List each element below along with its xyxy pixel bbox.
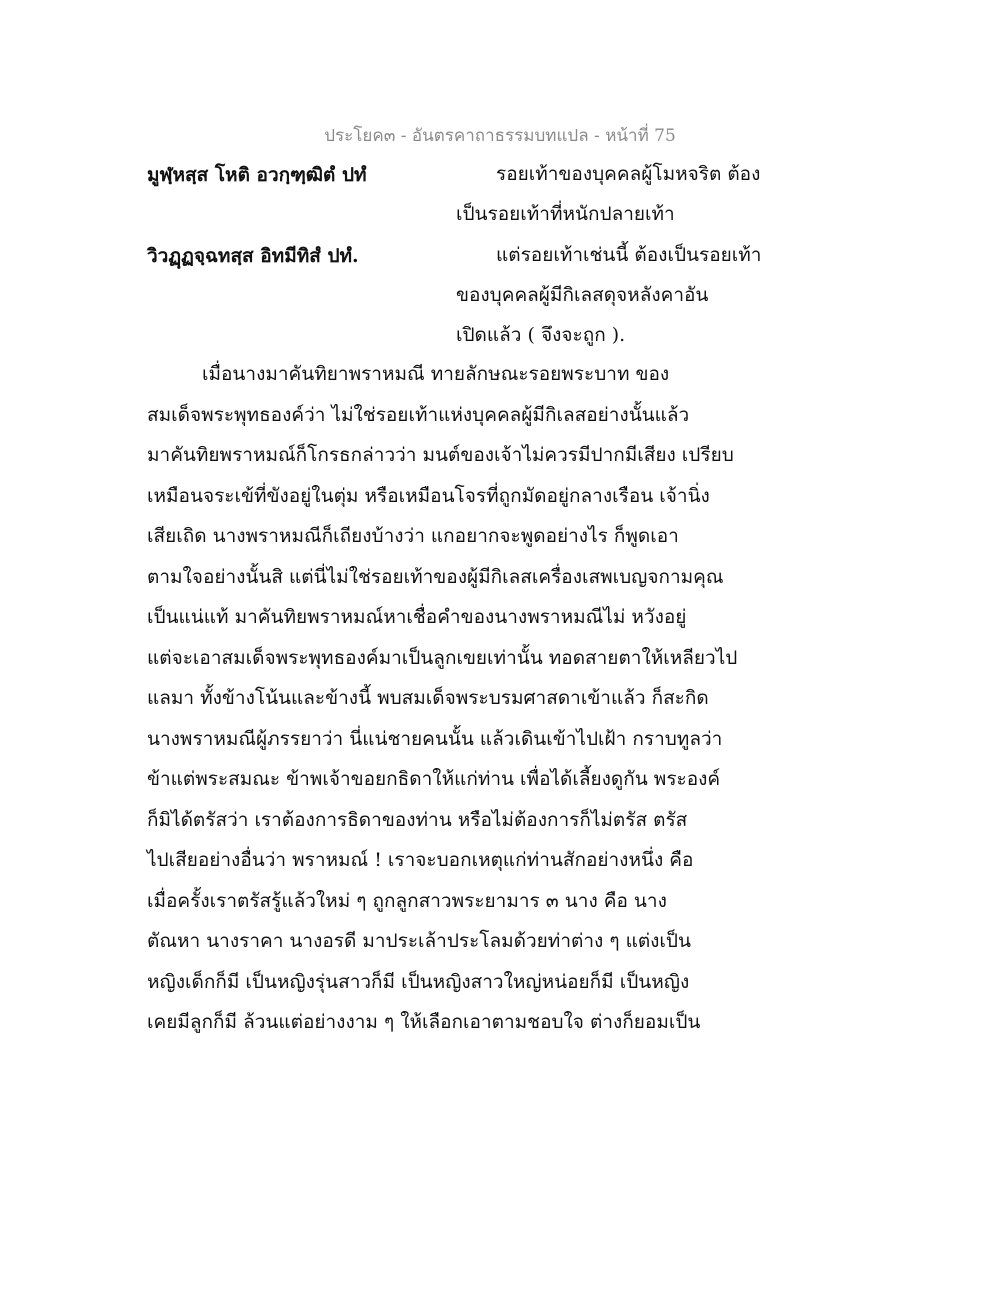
pali-verse-line-2: วิวฏฺฏจฺฉทสฺส อิทมีทิสํ ปทํ. xyxy=(147,245,359,267)
body-line: นางพราหมณีผู้ภรรยาว่า นี่แน่ชายคนนั้น แล้วเดินเข้าไปเฝ้า กราบทูลว่า xyxy=(147,727,723,750)
thai-translation-line: รอยเท้าของบุคคลผู้โมหจริต ต้อง xyxy=(496,163,761,185)
body-line: เมื่อนางมาคันทิยาพราหมณี ทายลักษณะรอยพระบาท ของ xyxy=(202,363,670,385)
body-line: ข้าแต่พระสมณะ ข้าพเจ้าขอยกธิดาให้แก่ท่าน เพื่อได้เลี้ยงดูกัน พระองค์ xyxy=(147,768,721,790)
thai-translation-line: แต่รอยเท้าเช่นนี้ ต้องเป็นรอยเท้า xyxy=(496,244,762,266)
body-line: ตามใจอย่างนั้นสิ แต่นี่ไม่ใช่รอยเท้าของผู้มีกิเลสเครื่องเสพเบญจกามคุณ xyxy=(147,565,724,588)
body-line: ไปเสียอย่างอื่นว่า พราหมณ์ ! เราจะบอกเหตุแก่ท่านสักอย่างหนึ่ง คือ xyxy=(147,849,694,871)
running-header: ประโยค๓ - อันตรคาถาธรรมบทแปล - หน้าที่ 75 xyxy=(324,126,676,146)
thai-translation-line: เปิดแล้ว ( จึงจะถูก ). xyxy=(456,324,626,346)
body-line: เป็นแน่แท้ มาคันทิยพราหมณ์หาเชื่อคำของนางพราหมณีไม่ หวังอยู่ xyxy=(147,606,687,628)
body-line: หญิงเด็กก็มี เป็นหญิงรุ่นสาวก็มี เป็นหญิงสาวใหญ่หน่อยก็มี เป็นหญิง xyxy=(147,970,690,993)
body-line: ก็มิได้ตรัสว่า เราต้องการธิดาของท่าน หรือไม่ต้องการก็ไม่ตรัส ตรัส xyxy=(147,808,688,831)
pali-verse-line-1: มูฬฺหสฺส โหติ อวกฺฑฺฒิตํ ปทํ xyxy=(147,164,367,186)
body-line: เหมือนจระเข้ที่ขังอยู่ในตุ่ม หรือเหมือนโจรที่ถูกมัดอยู่กลางเรือน เจ้านิ่ง xyxy=(147,484,710,507)
body-line: แต่จะเอาสมเด็จพระพุทธองค์มาเป็นลูกเขยเท่านั้น ทอดสายตาให้เหลียวไป xyxy=(147,646,738,669)
body-line: เคยมีลูกก็มี ล้วนแต่อย่างงาม ๆ ให้เลือกเอาตามชอบใจ ต่างก็ยอมเป็น xyxy=(147,1011,701,1033)
thai-translation-block-2 xyxy=(456,235,774,355)
body-paragraph xyxy=(147,354,738,1043)
body-line: มาคันทิยพราหมณ์ก็โกรธกล่าวว่า มนต์ของเจ้าไม่ควรมีปากมีเสียง เปรียบ xyxy=(147,444,734,466)
body-line: แลมา ทั้งข้างโน้นและข้างนี้ พบสมเด็จพระบรมศาสดาเข้าแล้ว ก็สะกิด xyxy=(147,687,709,709)
thai-translation-block-1 xyxy=(456,154,774,234)
body-line: ตัณหา นางราคา นางอรดี มาประเล้าประโลมด้วยท่าต่าง ๆ แต่งเป็น xyxy=(147,930,691,952)
body-line: สมเด็จพระพุทธองค์ว่า ไม่ใช่รอยเท้าแห่งบุคคลผู้มีกิเลสอย่างนั้นแล้ว xyxy=(147,403,690,426)
thai-translation-line: ของบุคคลผู้มีกิเลสดุจหลังคาอัน xyxy=(456,284,709,306)
body-line: เมื่อครั้งเราตรัสรู้แล้วใหม่ ๆ ถูกลูกสาวพระยามาร ๓ นาง คือ นาง xyxy=(147,889,667,912)
thai-translation-line: เป็นรอยเท้าที่หนักปลายเท้า xyxy=(456,203,675,225)
body-line: เสียเถิด นางพราหมณีก็เถียงบ้างว่า แกอยากจะพูดอย่างไร ก็พูดเอา xyxy=(147,525,679,547)
